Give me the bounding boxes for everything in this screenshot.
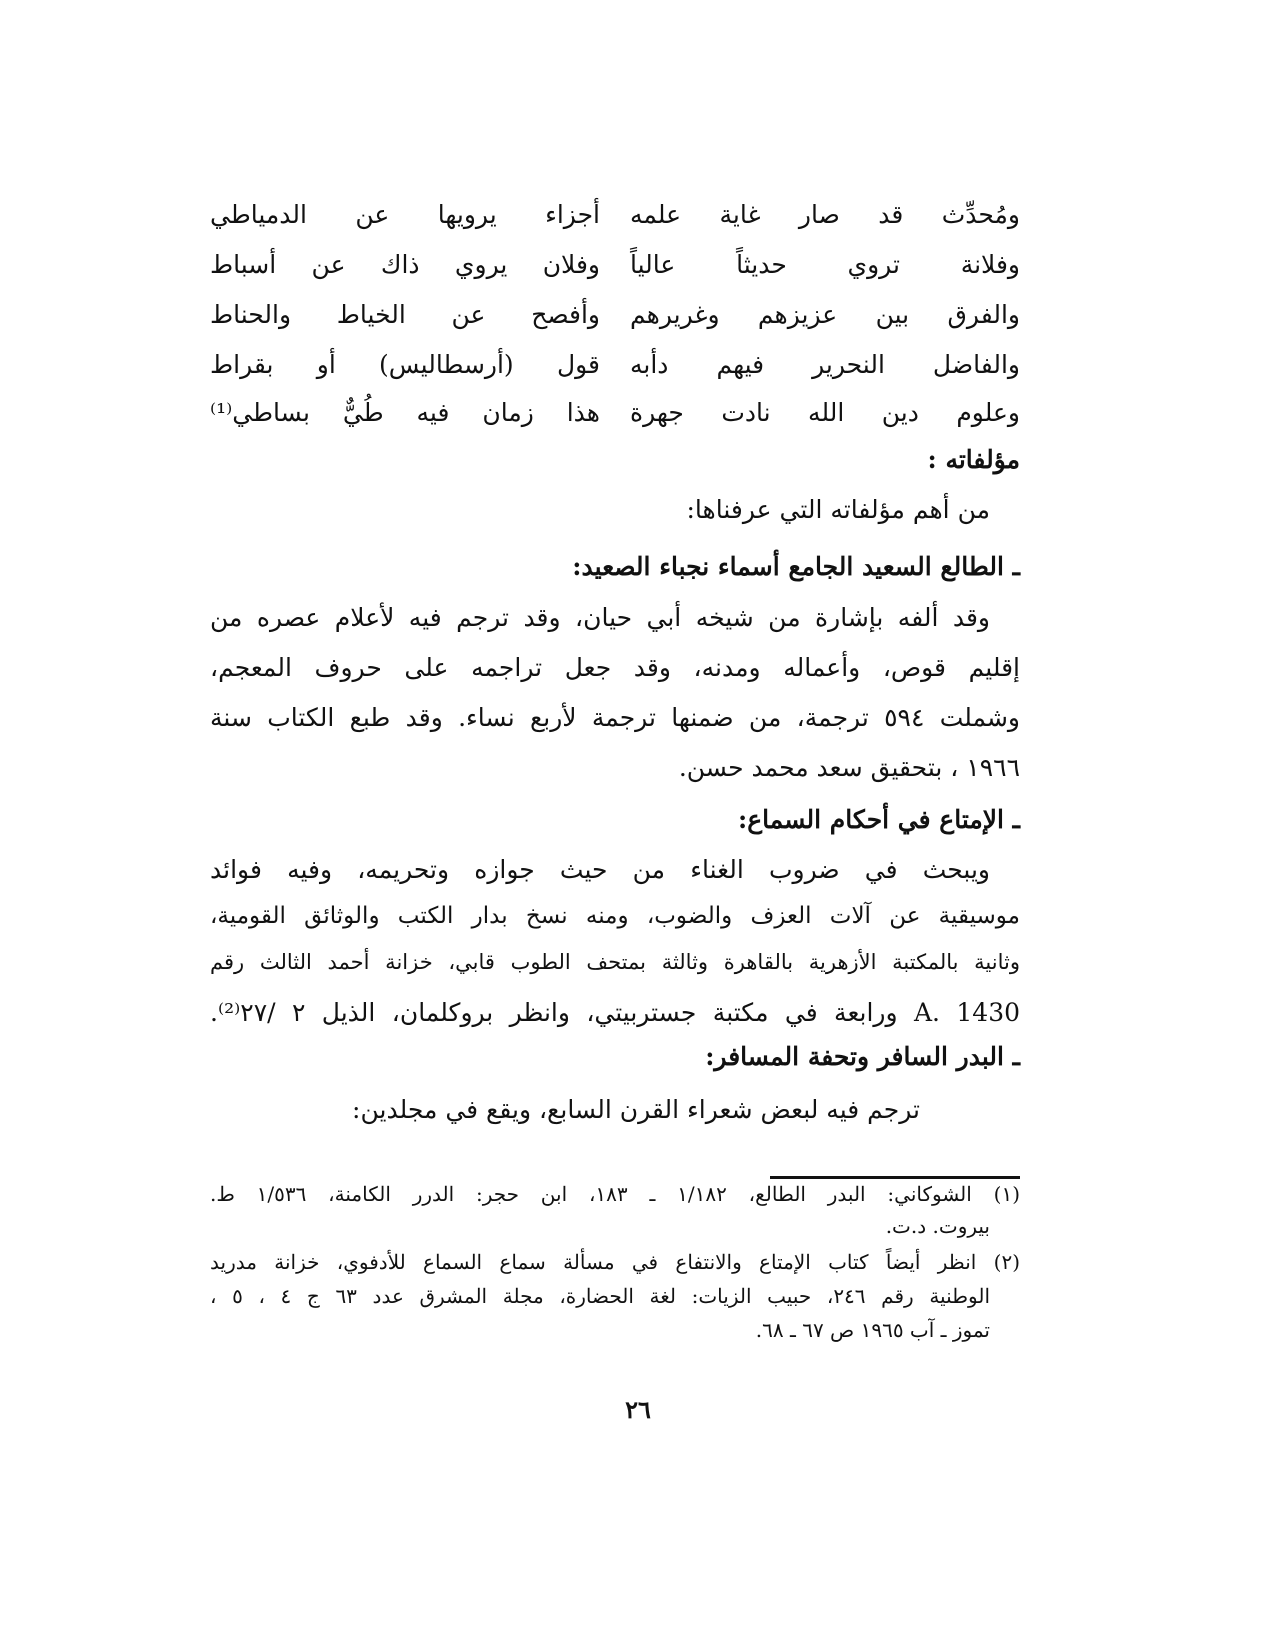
paragraph-line: ترجم فيه لبعض شعراء القرن السابع، ويقع في مجلدين: [352,1095,920,1124]
footnote-line: تموز ـ آب ١٩٦٥ ص ٦٧ ـ ٦٨. [755,1318,990,1342]
paragraph-line: إقليم قوص، وأعماله ومدنه، وقد جعل تراجمه على حروف المعجم، [210,653,1020,682]
verse-first-hemistich: وفلانة تروي حديثاً عالياً [630,250,1020,279]
verse-first-hemistich: ومُحدِّث قد صار غاية علمه [630,200,1020,229]
work-title: ـ الإمتاع في أحكام السماع: [738,805,1020,834]
poem-verse [210,200,1020,244]
paragraph-line: وشملت ٥٩٤ ترجمة، من ضمنها ترجمة لأربع نساء. وقد طبع الكتاب سنة [210,703,1020,732]
footnote-line: (١) الشوكاني: البدر الطالع، ١/١٨٢ ـ ١٨٣، ابن حجر: الدرر الكامنة، ١/٥٣٦ ط. [210,1182,1020,1206]
verse-first-hemistich: والفاضل النحرير فيهم دأبه [630,350,1020,379]
footnote-line: الوطنية رقم ٢٤٦، حبيب الزيات: لغة الحضارة، مجلة المشرق عدد ٦٣ ج ٤ ، ٥ ، [210,1284,991,1308]
paragraph-line: موسيقية عن آلات العزف والضوب، ومنه نسخ بدار الكتب والوثائق القومية، [210,903,1020,929]
verse-second-hemistich: قول (أرسطاليس) أو بقراط [210,350,600,379]
verse-first-hemistich: وعلوم دين الله نادت جهرة [630,398,1020,427]
verse-second-hemistich: وفلان يروي ذاك عن أسباط [210,250,600,279]
paragraph-line: وثانية بالمكتبة الأزهرية بالقاهرة وثالثة بمتحف الطوب قابي، خزانة أحمد الثالث رقم [210,950,1020,974]
verse-second-hemistich: أجزاء يرويها عن الدمياطي [210,200,600,229]
paragraph-line: A. 1430 ورابعة في مكتبة جستربيتي، وانظر بروكلمان، الذيل ٢ /٢٧⁽²⁾. [210,998,1021,1027]
poem-verse [210,398,1020,442]
paragraph-line: ويبحث في ضروب الغناء من حيث جوازه وتحريمه، وفيه فوائد [210,855,990,884]
verse-second-hemistich: وأفصح عن الخياط والحناط [210,300,600,329]
footnote-divider [770,1176,1020,1179]
poem-verse [210,300,1020,344]
work-title: ـ البدر السافر وتحفة المسافر: [705,1042,1020,1071]
footnote-line: (٢) انظر أيضاً كتاب الإمتاع والانتفاع في مسألة سماع السماع للأدفوي، خزانة مدريد [210,1250,1020,1274]
paragraph-line: وقد ألفه بإشارة من شيخه أبي حيان، وقد ترجم فيه لأعلام عصره من [210,603,990,632]
page-number: ٢٦ [625,1395,651,1424]
poem-verse [210,350,1020,394]
section-heading: مؤلفاته : [927,445,1020,474]
intro-text: من أهم مؤلفاته التي عرفناها: [686,495,990,524]
footnote-line: بيروت. د.ت. [885,1214,990,1238]
work-title: ـ الطالع السعيد الجامع أسماء نجباء الصعيد: [572,552,1020,581]
poem-verse [210,250,1020,294]
verse-first-hemistich: والفرق بين عزيزهم وغريرهم [630,300,1020,329]
paragraph-line: ١٩٦٦ ، بتحقيق سعد محمد حسن. [678,753,1020,782]
verse-second-hemistich: هذا زمان فيه طُيٌّ بساطي⁽¹⁾ [210,398,600,427]
